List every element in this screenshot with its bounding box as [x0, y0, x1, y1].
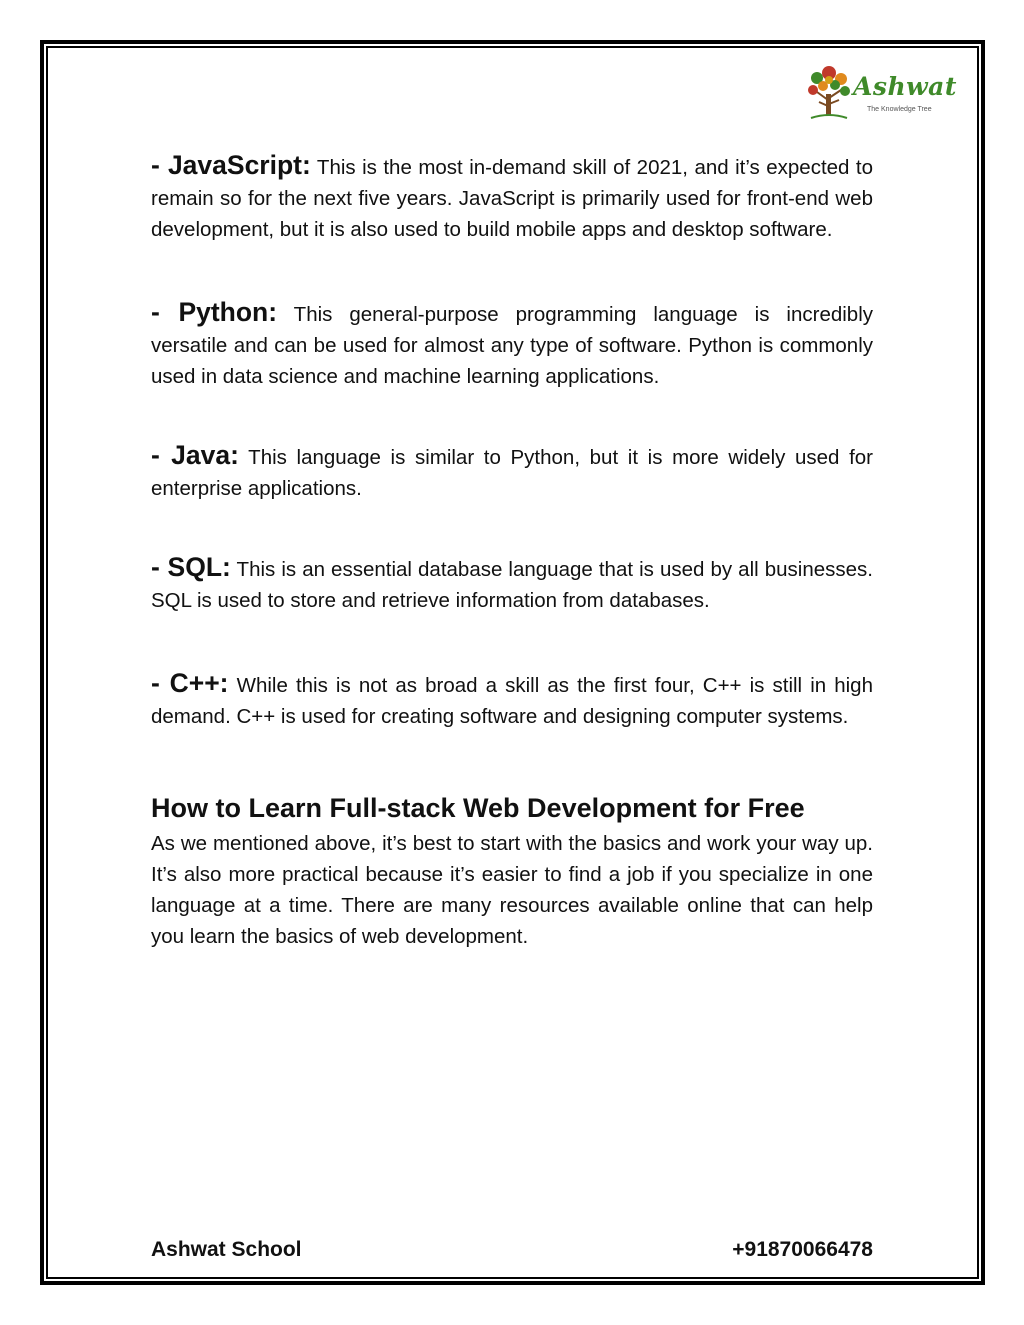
skill-javascript [151, 150, 873, 245]
logo-subtitle: The Knowledge Tree [867, 106, 932, 113]
footer-school-name: Ashwat School [151, 1238, 302, 1261]
skill-term: - C++: [151, 668, 229, 698]
skill-sql [151, 552, 873, 616]
tree-icon [805, 64, 853, 122]
skill-java [151, 440, 873, 504]
section-heading: How to Learn Full-stack Web Development for Free [151, 793, 805, 823]
skill-description: This general-purpose programming language is incredibly versatile and can be used for almost any type of software. Python is commonly used in data science and machine learning applications. [151, 303, 874, 388]
skill-python [151, 297, 873, 392]
skill-description: While this is not as broad a skill as the first four, C++ is still in high demand. C++ is used for creating software and designing computer systems. [151, 674, 873, 728]
skill-term: - Python: [151, 297, 278, 327]
skill-cpp [151, 668, 873, 732]
logo-title: Ashwat [853, 72, 957, 101]
footer-phone: +91870066478 [732, 1238, 873, 1261]
main-content [151, 150, 873, 952]
skill-term: - SQL: [151, 552, 231, 582]
skill-description: This is an essential database language that is used by all businesses. SQL is used to store and retrieve information from databases. [151, 558, 873, 612]
skill-term: - JavaScript: [151, 150, 311, 180]
skill-term: - Java: [151, 440, 239, 470]
skill-description: This language is similar to Python, but it is more widely used for enterprise applications. [151, 446, 874, 500]
ashwat-logo [805, 64, 957, 122]
skill-description: This is the most in-demand skill of 2021, and it’s expected to remain so for the next five years. JavaScript is primarily used for front-end web development, but it is also used to build mobile apps and desktop software. [151, 156, 873, 241]
section-body: As we mentioned above, it’s best to start with the basics and work your way up. It’s also more practical because it’s easier to find a job if you specialize in one language at a time. There are many resources available online that can help you learn the basics of web development. [151, 832, 873, 948]
